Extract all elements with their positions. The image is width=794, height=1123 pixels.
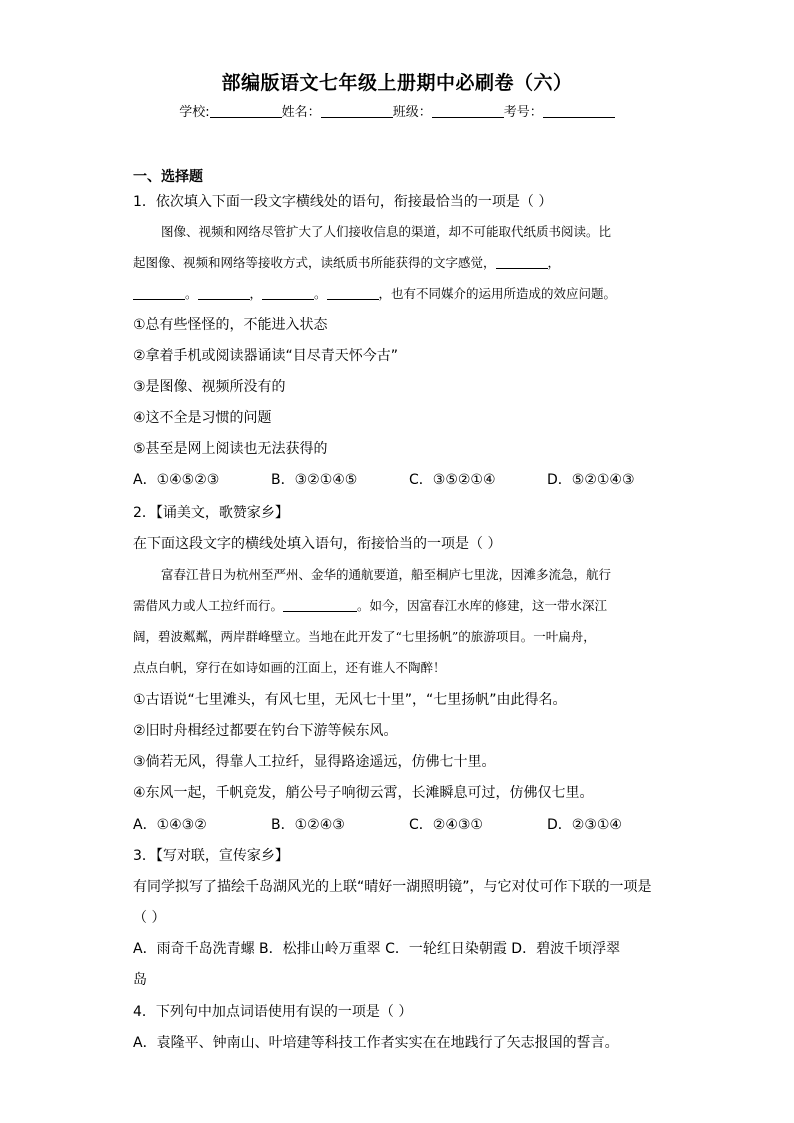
q2-option-a[interactable]: A．①④③②	[133, 817, 207, 833]
name-label: 姓名：	[281, 105, 321, 120]
q3-options[interactable]: A．雨奇千岛洗青螺 B．松排山岭万重翠 C．一轮红日染朝霞 D．碧波千顷浮翠	[133, 941, 621, 957]
class-label: 班级：	[392, 105, 432, 120]
answer-blank[interactable]	[496, 256, 548, 269]
number-label: 考号：	[503, 105, 543, 120]
number-blank[interactable]	[543, 105, 615, 118]
q1-passage-text: ，	[547, 255, 561, 270]
q1-item: ②拿着手机或阅读器诵读“目尽青天怀今古”	[133, 348, 399, 364]
q1-passage-line	[133, 254, 663, 272]
q3-option-wrap: 岛	[133, 972, 147, 988]
q1-item: ①总有些怪怪的，不能进入状态	[133, 317, 328, 333]
q1-options	[133, 470, 635, 490]
section-heading: 一、选择题	[133, 169, 203, 185]
q4-stem: 4．下列句中加点词语使用有误的一项是（ ）	[133, 1004, 413, 1020]
answer-blank[interactable]	[133, 287, 185, 300]
q2-item: ②旧时舟楫经过都要在钓台下游等候东风。	[133, 723, 398, 739]
answer-blank[interactable]	[327, 287, 379, 300]
q2-passage-text: 。如今，因富春江水库的修建，这一带水深江	[357, 598, 608, 613]
q2-options	[133, 815, 622, 835]
q1-option-b[interactable]: B．③②①④⑤	[271, 472, 358, 488]
q1-item: ⑤甚至是网上阅读也无法获得的	[133, 441, 328, 457]
q3-stem: 有同学拟写了描绘千岛湖风光的上联“晴好一湖照明镜”，与它对仗可作下联的一项是	[133, 879, 652, 895]
q4-option-a[interactable]: A．袁隆平、钟南山、叶培建等科技工作者实实在在地践行了矢志报国的誓言。	[133, 1035, 619, 1051]
q1-stem: 1．依次填入下面一段文字横线处的语句，衔接最恰当的一项是（ ）	[133, 194, 553, 210]
q2-title: 2．【诵美文，歌赞家乡】	[133, 505, 289, 521]
q1-passage-line: 图像、视频和网络尽管扩大了人们接收信息的渠道，却不可能取代纸质书阅读。比	[161, 224, 612, 239]
class-blank[interactable]	[432, 105, 504, 118]
q1-item: ③是图像、视频所没有的	[133, 379, 286, 395]
q1-passage-text: ，	[249, 286, 263, 301]
q2-passage-line: 阔，碧波粼粼，两岸群峰壁立。当地在此开发了“七里扬帆”的旅游项目。一叶扁舟，	[133, 629, 596, 644]
school-label: 学校:	[179, 105, 210, 120]
q2-item: ①古语说“七里滩头，有风七里，无风七十里”，“七里扬帆”由此得名。	[133, 692, 567, 708]
answer-blank[interactable]	[262, 287, 314, 300]
answer-blank[interactable]	[198, 287, 250, 300]
answer-blank[interactable]	[283, 599, 357, 612]
q2-passage-line	[133, 597, 663, 615]
page-title: 部编版语文七年级上册期中必刷卷（六）	[221, 72, 573, 94]
school-blank[interactable]	[210, 105, 282, 118]
q3-stem: （ ）	[133, 910, 166, 926]
q1-passage-text: 。	[314, 286, 327, 301]
q1-option-a[interactable]: A．①④⑤②③	[133, 472, 220, 488]
name-blank[interactable]	[321, 105, 393, 118]
q1-passage-line	[133, 285, 663, 303]
q2-item: ④东风一起，千帆竞发，艄公号子响彻云霄，长滩瞬息可过，仿佛仅七里。	[133, 785, 594, 801]
q1-passage-text: ，也有不同媒介的运用所造成的效应问题。	[378, 286, 617, 301]
q1-option-c[interactable]: C．③⑤②①④	[409, 472, 496, 488]
student-info-line	[0, 101, 794, 120]
q1-option-d[interactable]: D．⑤②①④③	[547, 472, 635, 488]
q2-passage-text: 需借风力或人工拉纤而行。	[133, 598, 284, 613]
q2-option-d[interactable]: D．②③①④	[547, 817, 622, 833]
q2-passage-line: 富春江昔日为杭州至严州、金华的通航要道，船至桐庐七里泷，因滩多流急，航行	[161, 567, 612, 582]
q1-item: ④这不全是习惯的问题	[133, 410, 272, 426]
q1-passage-text: 。	[185, 286, 198, 301]
q2-item: ③倘若无风，得靠人工拉纤，显得路途遥远，仿佛七十里。	[133, 754, 496, 770]
q2-passage-line: 点点白帆，穿行在如诗如画的江面上，还有谁人不陶醉！	[133, 660, 446, 675]
q3-title: 3．【写对联，宣传家乡】	[133, 848, 289, 864]
q2-option-b[interactable]: B．①②④③	[271, 817, 345, 833]
q2-stem: 在下面这段文字的横线处填入语句，衔接恰当的一项是（ ）	[133, 536, 502, 552]
q2-option-c[interactable]: C．②④③①	[409, 817, 483, 833]
q1-passage-text: 起图像、视频和网络等接收方式，读纸质书所能获得的文字感觉，	[133, 255, 496, 270]
